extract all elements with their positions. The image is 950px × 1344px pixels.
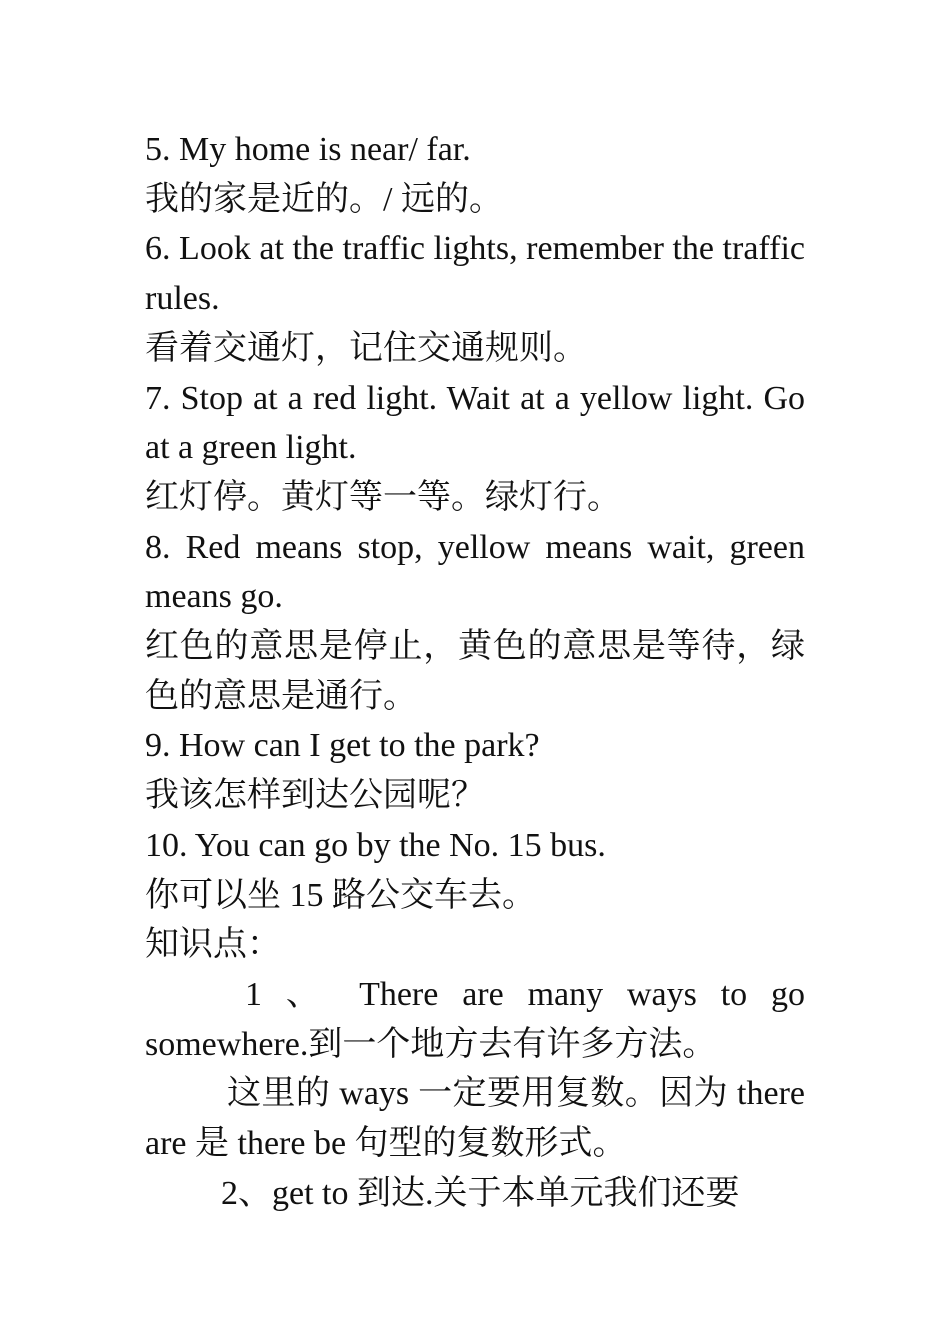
knowledge-point-2: 2、get to 到达.关于本单元我们还要 (221, 1174, 740, 1212)
document-page (145, 125, 805, 1218)
knowledge-points-heading: 知识点： (145, 926, 281, 964)
sentence-7-chinese: 红灯停。黄灯等一等。绿灯行。 (145, 478, 621, 516)
sentence-9-english: 9. How can I get to the park? (145, 727, 540, 765)
sentence-6-english: 6. Look at the traffic lights, remember the traffic rules. (145, 230, 805, 318)
sentence-10-chinese: 你可以坐 15 路公交车去。 (145, 876, 536, 914)
sentence-6-chinese: 看着交通灯，记住交通规则。 (145, 329, 587, 367)
knowledge-point-1-note: 这里的 ways 一定要用复数。因为 there are 是 there be 句型的复数形式。 (145, 1075, 805, 1163)
sentence-9-chinese: 我该怎样到达公园呢？ (145, 777, 485, 815)
sentence-8-english: 8. Red means stop, yellow means wait, green means go. (145, 528, 805, 616)
sentence-8-chinese: 红色的意思是停止，黄色的意思是等待，绿色的意思是通行。 (145, 628, 805, 715)
sentence-5-chinese: 我的家是近的。/ 远的。 (145, 180, 503, 218)
knowledge-point-1: 1 、 There are many ways to go somewhere.到一个地方去有许多方法。 (145, 975, 805, 1063)
sentence-10-english: 10. You can go by the No. 15 bus. (145, 826, 606, 864)
sentence-5-english: 5. My home is near/ far. (145, 131, 471, 168)
sentence-7-english: 7. Stop at a red light. Wait at a yellow light. Go at a green light. (145, 379, 805, 467)
